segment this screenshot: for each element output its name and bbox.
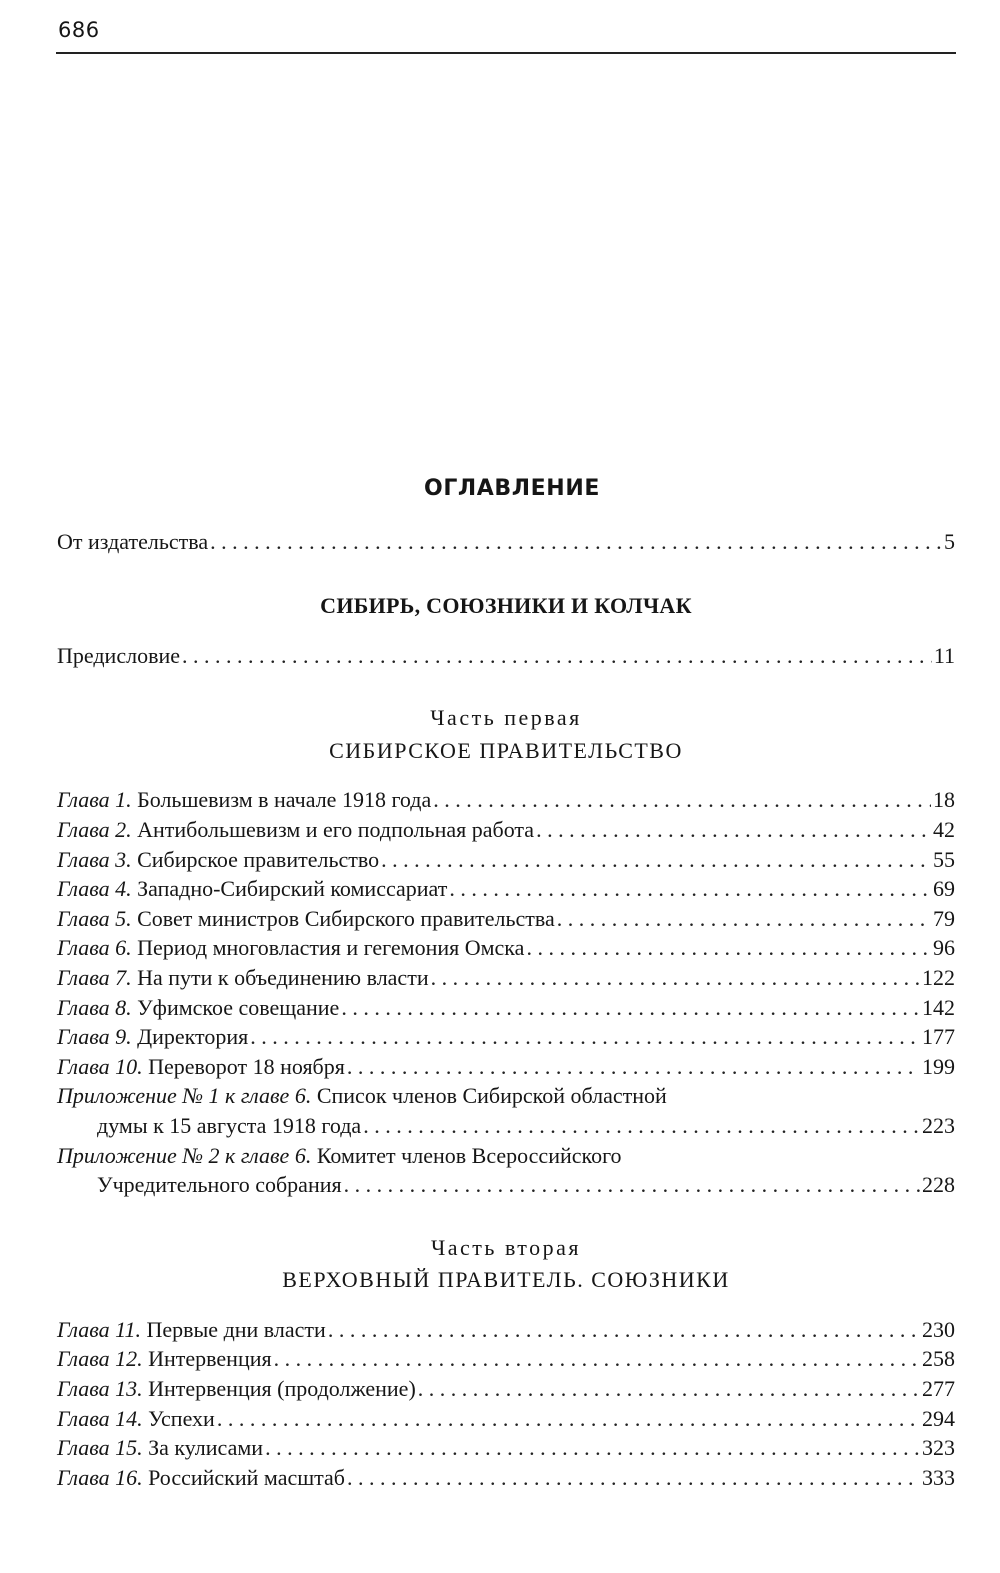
header-rule <box>56 52 956 54</box>
entry-page: 277 <box>922 1376 955 1402</box>
dot-leader <box>344 1170 920 1200</box>
entry-page: 142 <box>922 994 955 1020</box>
chapter-prefix: Глава 13. <box>57 1376 143 1402</box>
chapter-title: Антибольшевизм и его подпольная работа <box>137 816 535 842</box>
toc-entry-chapter[interactable] <box>57 1433 955 1463</box>
toc-entry-appendix[interactable] <box>57 1141 955 1171</box>
entry-label <box>57 963 429 993</box>
toc-entry-chapter[interactable] <box>57 993 955 1023</box>
appendix-title-line1: Комитет членов Всероссийского <box>316 1142 622 1168</box>
toc-entry-chapter[interactable] <box>57 1404 955 1434</box>
chapter-title: Западно-Сибирский комиссариат <box>137 876 448 902</box>
chapter-title: Интервенция (продолжение) <box>148 1376 416 1402</box>
toc-entry-appendix-cont[interactable] <box>57 1170 955 1200</box>
chapter-title: Успехи <box>148 1405 215 1431</box>
toc-entry-chapter[interactable] <box>57 1315 955 1345</box>
entry-label: Предисловие <box>57 642 180 668</box>
dot-leader <box>347 1052 920 1082</box>
toc-entry-chapter[interactable] <box>57 815 955 845</box>
entry-label <box>57 904 555 934</box>
appendix-title-line2: думы к 15 августа 1918 года <box>97 1112 362 1138</box>
entry-page: 177 <box>922 1024 955 1050</box>
toc-entry-appendix-cont[interactable] <box>57 1111 955 1141</box>
entry-page: 11 <box>933 642 955 668</box>
dot-leader <box>265 1433 920 1463</box>
chapter-prefix: Глава 7. <box>57 964 132 990</box>
dot-leader <box>526 933 931 963</box>
part-label: Часть первая <box>430 705 582 731</box>
dot-leader <box>363 1111 920 1141</box>
chapter-prefix: Глава 3. <box>57 846 132 872</box>
book-title: СИБИРЬ, СОЮЗНИКИ И КОЛЧАК <box>320 592 692 618</box>
chapter-prefix: Глава 15. <box>57 1435 143 1461</box>
entry-label <box>57 933 524 963</box>
chapter-title: Большевизм в начале 1918 года <box>137 787 432 813</box>
entry-label <box>57 1315 326 1345</box>
dot-leader <box>431 963 920 993</box>
entry-page: 333 <box>922 1464 955 1490</box>
chapter-title: На пути к объединению власти <box>137 964 429 990</box>
chapter-prefix: Глава 14. <box>57 1405 143 1431</box>
entry-page: 96 <box>933 935 955 961</box>
entry-page: 69 <box>933 876 955 902</box>
entry-label <box>57 1052 345 1082</box>
entry-label <box>57 1374 416 1404</box>
dot-leader <box>210 527 942 557</box>
appendix-title-line2: Учредительного собрания <box>97 1172 342 1198</box>
chapter-title: Интервенция <box>148 1346 272 1372</box>
entry-page: 5 <box>944 529 955 554</box>
part-label: Часть вторая <box>430 1234 582 1260</box>
entry-label <box>57 993 339 1023</box>
entry-label <box>57 845 379 875</box>
chapter-prefix: Глава 6. <box>57 935 132 961</box>
dot-leader <box>274 1344 920 1374</box>
chapter-prefix: Глава 11. <box>57 1316 141 1342</box>
entry-label <box>57 1344 272 1374</box>
entry-page: 42 <box>933 816 955 842</box>
chapter-title: Сибирское правительство <box>137 846 380 872</box>
chapter-prefix: Глава 16. <box>57 1464 143 1490</box>
chapter-title: Переворот 18 ноября <box>148 1053 345 1079</box>
entry-label <box>57 874 447 904</box>
entry-page: 122 <box>922 964 955 990</box>
chapter-prefix: Глава 10. <box>57 1053 143 1079</box>
chapter-title: Первые дни власти <box>146 1316 326 1342</box>
entry-page: 230 <box>922 1316 955 1342</box>
appendix-prefix: Приложение № 2 к главе 6. <box>57 1142 312 1168</box>
chapter-title: Уфимское совещание <box>137 994 340 1020</box>
entry-page: 258 <box>922 1346 955 1372</box>
dot-leader <box>449 874 931 904</box>
entry-page: 223 <box>922 1112 955 1138</box>
appendix-prefix: Приложение № 1 к главе 6. <box>57 1083 312 1109</box>
chapter-title: Директория <box>137 1024 249 1050</box>
dot-leader <box>418 1374 920 1404</box>
toc-entry-chapter[interactable] <box>57 904 955 934</box>
dot-leader <box>381 845 931 875</box>
entry-label <box>57 1433 263 1463</box>
toc-entry-chapter[interactable] <box>57 1463 955 1493</box>
toc-entry-chapter[interactable] <box>57 785 955 815</box>
toc-entry-preface[interactable] <box>57 641 955 671</box>
dot-leader <box>347 1463 920 1493</box>
entry-label: От издательства <box>57 529 209 554</box>
toc-entry-chapter[interactable] <box>57 874 955 904</box>
dot-leader <box>217 1404 920 1434</box>
entry-label <box>57 815 534 845</box>
entry-label <box>57 785 431 815</box>
toc-entry-chapter[interactable] <box>57 845 955 875</box>
dot-leader <box>250 1022 920 1052</box>
entry-page: 55 <box>933 846 955 872</box>
chapter-prefix: Глава 5. <box>57 905 132 931</box>
entry-page: 18 <box>933 787 955 813</box>
page-number: 686 <box>58 18 100 42</box>
chapter-title: Период многовластия и гегемония Омска <box>137 935 525 961</box>
chapter-title: Совет министров Сибирского правительства <box>137 905 555 931</box>
chapter-prefix: Глава 4. <box>57 876 132 902</box>
entry-label <box>57 1463 345 1493</box>
entry-label <box>57 1404 215 1434</box>
toc-title: ОГЛАВЛЕНИЕ <box>424 476 600 501</box>
part-title: СИБИРСКОЕ ПРАВИТЕЛЬСТВО <box>329 737 683 763</box>
entry-page: 79 <box>933 905 955 931</box>
entry-page: 323 <box>922 1435 955 1461</box>
chapter-prefix: Глава 8. <box>57 994 132 1020</box>
chapter-prefix: Глава 12. <box>57 1346 143 1372</box>
entry-page: 294 <box>922 1405 955 1431</box>
chapter-title: За кулисами <box>148 1435 264 1461</box>
chapter-prefix: Глава 1. <box>57 787 132 813</box>
chapter-title: Российский масштаб <box>148 1464 346 1490</box>
table-of-contents <box>57 476 955 1492</box>
entry-label <box>57 1022 248 1052</box>
toc-entry-chapter[interactable] <box>57 933 955 963</box>
toc-entry-intro[interactable] <box>57 527 955 557</box>
toc-entry-chapter[interactable] <box>57 1022 955 1052</box>
chapter-prefix: Глава 2. <box>57 816 132 842</box>
toc-entry-chapter[interactable] <box>57 1344 955 1374</box>
dot-leader <box>328 1315 920 1345</box>
toc-entry-chapter[interactable] <box>57 963 955 993</box>
part-title: ВЕРХОВНЫЙ ПРАВИТЕЛЬ. СОЮЗНИКИ <box>282 1267 730 1293</box>
dot-leader <box>182 641 932 671</box>
chapter-prefix: Глава 9. <box>57 1024 132 1050</box>
dot-leader <box>433 785 931 815</box>
toc-entry-appendix[interactable] <box>57 1081 955 1111</box>
dot-leader <box>557 904 931 934</box>
entry-page: 228 <box>922 1172 955 1198</box>
dot-leader <box>536 815 931 845</box>
appendix-title-line1: Список членов Сибирской областной <box>316 1083 667 1109</box>
dot-leader <box>341 993 920 1023</box>
toc-entry-chapter[interactable] <box>57 1374 955 1404</box>
entry-page: 199 <box>922 1053 955 1079</box>
toc-entry-chapter[interactable] <box>57 1052 955 1082</box>
